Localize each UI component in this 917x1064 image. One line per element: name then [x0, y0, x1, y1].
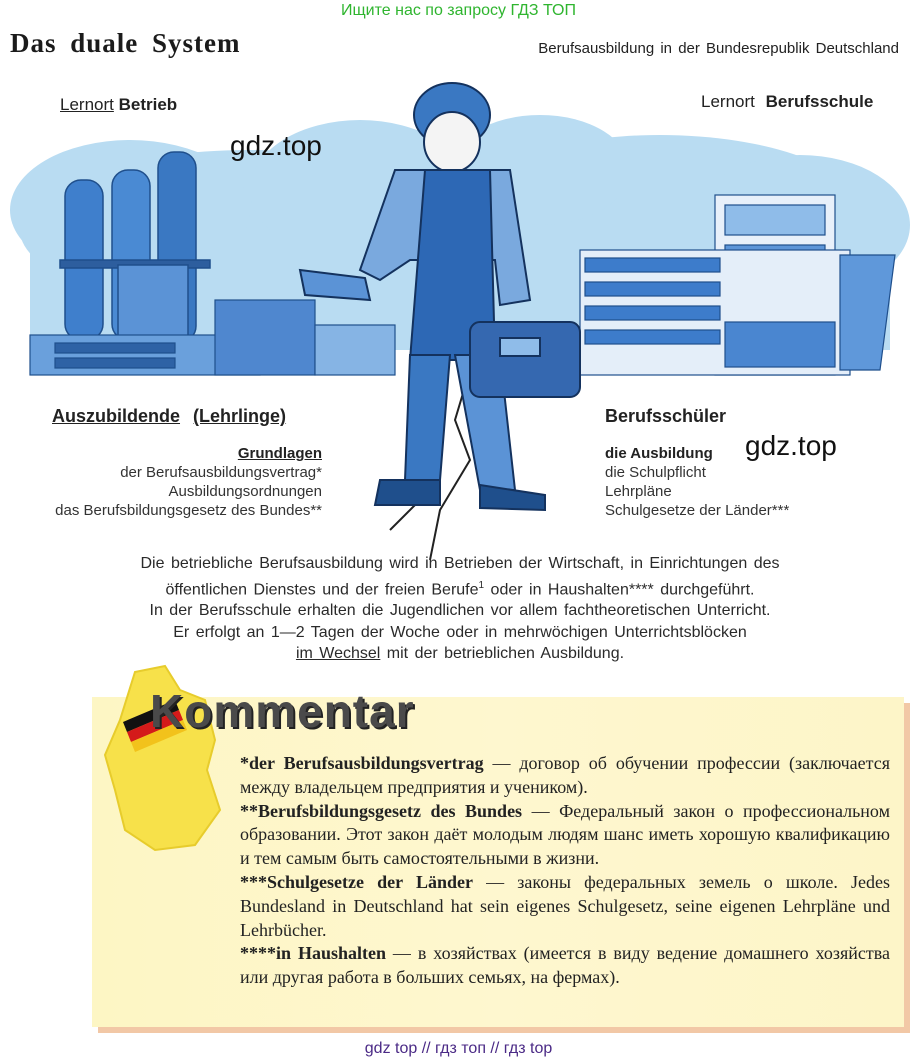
kommentar-text [240, 752, 890, 990]
heading-auszubildende: Auszubildende [52, 406, 181, 426]
paragraph-line [40, 575, 880, 601]
footer-links[interactable]: gdz top // гдз топ // гдз top [364, 1040, 553, 1057]
right-basis-list [605, 444, 789, 520]
watermark: gdz.top [230, 130, 322, 161]
kommentar-entry [240, 942, 890, 990]
kommentar-entry [240, 871, 890, 942]
kommentar-term: **Berufsbildungsgesetz des Bundes [240, 800, 523, 821]
paragraph-text: oder in Haushalten**** durchgeführt. [484, 580, 755, 598]
list-item: die Schulpflicht [605, 464, 706, 481]
lernort-berufsschule [701, 92, 873, 112]
left-basis-title: Grundlagen [237, 445, 322, 462]
kommentar-definition: — Федеральный закон о профессиональном образовании. Этот закон даёт молодым людям шанс иметь хорошую квалификацию и тем самым быть самостоятельными в жизни. [240, 800, 890, 869]
watermark: gdz.top [745, 430, 837, 461]
paragraph-line: In der Berufsschule erhalten die Jugendlichen vor allem fachtheoretischen Unterricht. [149, 602, 771, 620]
kommentar-term: ****in Haushalten [240, 943, 386, 964]
list-item: Lehrpläne [605, 483, 672, 500]
list-item: das Berufsbildungsgesetz des Bundes** [55, 502, 322, 519]
page-subtitle: Berufsausbildung in der Bundesrepublik Deutschland [538, 40, 899, 57]
factory-silos [60, 152, 210, 345]
paragraph-line: Die betriebliche Berufsausbildung wird in Betrieben der Wirtschaft, in Einrichtungen des [140, 555, 780, 572]
kommentar-definition: — договор об обучении профессии (заключается между владельцем предприятия и учеником). [240, 753, 890, 797]
paragraph-line: Er erfolgt an 1—2 Tagen der Woche oder in mehrwöchigen Unterrichtsblöcken [173, 623, 747, 641]
kommentar-definition: — в хозяйствах (имеется в виду ведение домашнего хозяйства или другая работа в больших семьях, на фермах). [240, 943, 890, 988]
lernort-label-left: Lernort [60, 95, 114, 114]
list-item: Schulgesetze der Länder*** [605, 502, 790, 519]
lernort-value-left: Betrieb [118, 95, 178, 114]
paragraph-text-underlined: im Wechsel [295, 645, 381, 663]
lernort-label-right: Lernort [701, 92, 755, 111]
right-basis-title: die Ausbildung [605, 445, 713, 462]
main-paragraph [40, 553, 880, 665]
left-heading [52, 406, 286, 427]
footnote-marker: 1 [478, 579, 485, 591]
lernort-betrieb [60, 95, 177, 115]
list-item: der Berufsausbildungsvertrag* [120, 464, 322, 481]
list-item: Ausbildungsordnungen [168, 483, 322, 500]
lernort-value-right: Berufsschule [765, 92, 874, 111]
paragraph-text: mit der betrieblichen Ausbildung. [380, 645, 625, 663]
heading-lehrlinge: (Lehrlinge) [193, 406, 287, 426]
page-title: Das duale System [10, 28, 241, 58]
kommentar-term: ***Schulgesetze der Länder [240, 871, 473, 892]
left-basis-list [0, 444, 322, 520]
right-heading: Berufsschüler [605, 406, 727, 426]
top-search-link[interactable]: Ищите нас по запросу ГДЗ ТОП [341, 2, 576, 19]
paragraph-text: öffentlichen Dienstes und der freien Berufe [165, 580, 479, 598]
kommentar-definition: — законы федеральных земель о школе. Jedes Bundesland in Deutschland hat sein eigenes Schulgesetz, seine eigenen Lehrpläne und Lehrbücher. [240, 871, 890, 940]
kommentar-term: *der Berufsausbildungsvertrag [240, 753, 484, 773]
kommentar-title: Kommentar [150, 685, 415, 737]
kommentar-entry [240, 800, 890, 871]
kommentar-entry [240, 752, 890, 800]
